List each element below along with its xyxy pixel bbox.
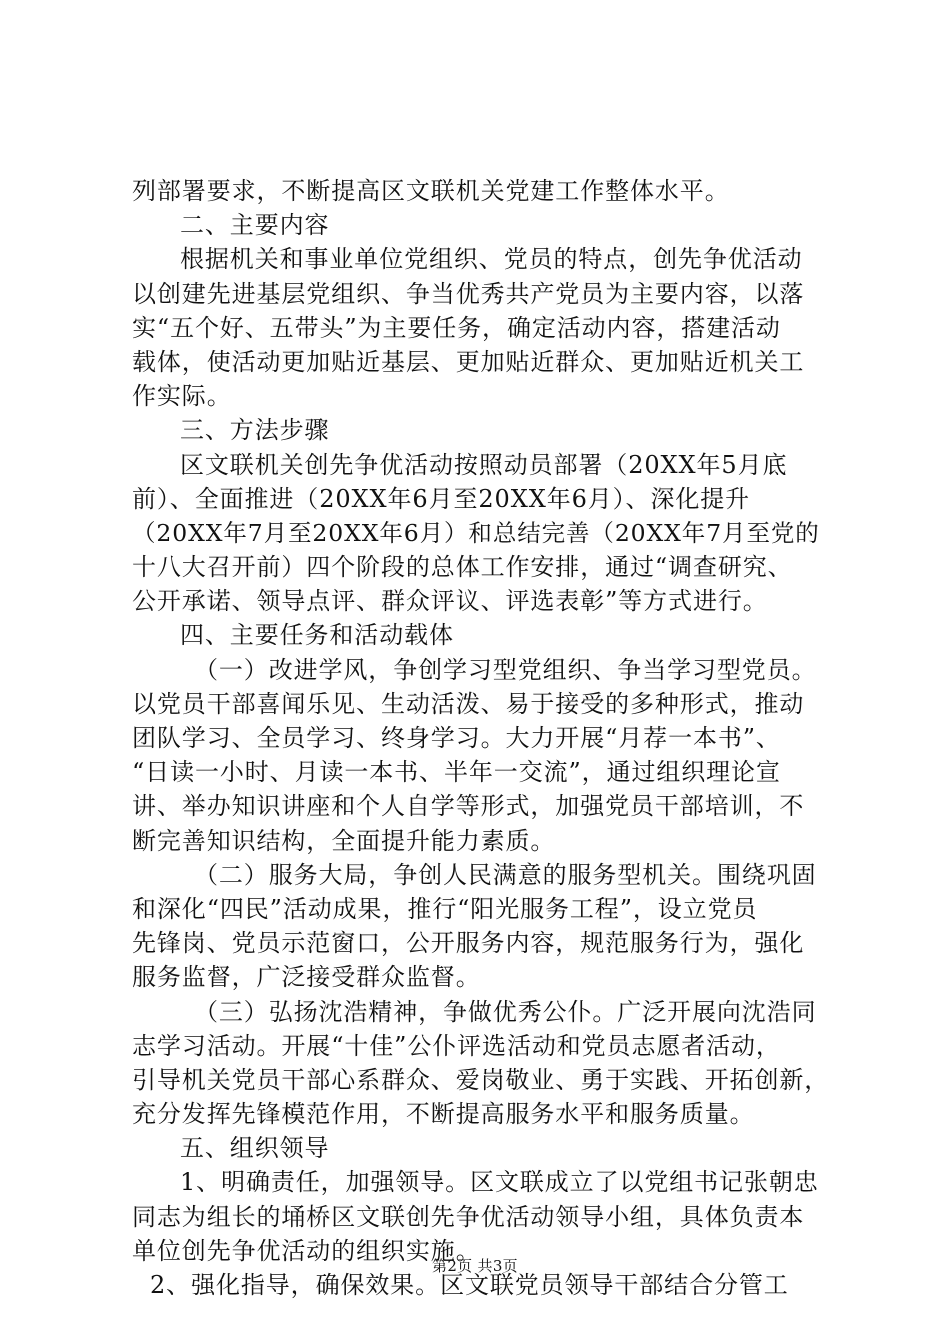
document-line: 作实际。 — [132, 382, 232, 411]
document-line: 引导机关党员干部心系群众、爱岗敬业、勇于实践、开拓创新， — [132, 1065, 830, 1094]
document-line: （20XX年7月至20XX年6月）和总结完善（20XX年7月至党的 — [132, 518, 820, 547]
document-line: 列部署要求，不断提高区文联机关党建工作整体水平。 — [132, 177, 730, 205]
document-line: 实“五个好、五带头”为主要任务，确定活动内容，搭建活动 — [132, 313, 781, 342]
document-line: 四、主要任务和活动载体 — [180, 621, 454, 650]
document-line: 二、主要内容 — [180, 211, 330, 240]
document-line: （三）弘扬沈浩精神，争做优秀公仆。广泛开展向沈浩同 — [194, 997, 817, 1026]
document-line: 2、强化指导，确保效果。区文联党员领导干部结合分管工 — [150, 1271, 789, 1299]
document-line: 讲、举办知识讲座和个人自学等形式，加强党员干部培训，不 — [132, 792, 805, 821]
document-line: 载体，使活动更加贴近基层、更加贴近群众、更加贴近机关工 — [132, 347, 805, 376]
document-line: 前）、全面推进（20XX年6月至20XX年6月）、深化提升 — [132, 484, 751, 513]
document-line: 区文联机关创先争优活动按照动员部署（20XX年5月底 — [180, 450, 788, 479]
document-line: 团队学习、全员学习、终身学习。大力开展“月荐一本书”、 — [132, 724, 781, 752]
document-line: 根据机关和事业单位党组织、党员的特点，创先争优活动 — [180, 245, 803, 274]
document-line: （一）改进学风，争创学习型党组织、争当学习型党员。 — [194, 655, 817, 684]
document-line: 五、组织领导 — [180, 1134, 330, 1163]
document-line: 充分发挥先锋模范作用，不断提高服务水平和服务质量。 — [132, 1100, 755, 1129]
document-line: “日读一小时、月读一本书、半年一交流”，通过组织理论宣 — [132, 758, 781, 787]
document-line: 1、明确责任，加强领导。区文联成立了以党组书记张朝忠 — [180, 1168, 819, 1197]
document-line: 三、方法步骤 — [180, 416, 330, 445]
document-line: 服务监督，广泛接受群众监督。 — [132, 963, 481, 992]
document-line: 同志为组长的埇桥区文联创先争优活动领导小组，具体负责本 — [132, 1202, 805, 1231]
document-line: 志学习活动。开展“十佳”公仆评选活动和党员志愿者活动， — [132, 1031, 781, 1060]
document-line: （二）服务大局，争创人民满意的服务型机关。围绕巩固 — [194, 860, 817, 889]
document-line: 公开承诺、领导点评、群众评议、评选表彰”等方式进行。 — [132, 587, 768, 616]
document-line: 单位创先争优活动的组织实施。 — [132, 1236, 481, 1265]
document-line: 和深化“四民”活动成果，推行“阳光服务工程”，设立党员 — [132, 894, 758, 923]
page-footer: 第2页 共3页 — [432, 1257, 518, 1275]
document-line: 断完善知识结构，全面提升能力素质。 — [132, 826, 556, 855]
document-line: 十八大召开前）四个阶段的总体工作安排，通过“调查研究、 — [132, 553, 793, 582]
document-line: 以党员干部喜闻乐见、生动活泼、易于接受的多种形式，推动 — [132, 689, 805, 718]
document-line: 以创建先进基层党组织、争当优秀共产党员为主要内容，以落 — [132, 279, 805, 308]
document-line: 先锋岗、党员示范窗口，公开服务内容，规范服务行为，强化 — [132, 929, 805, 958]
document-body — [132, 174, 832, 1302]
